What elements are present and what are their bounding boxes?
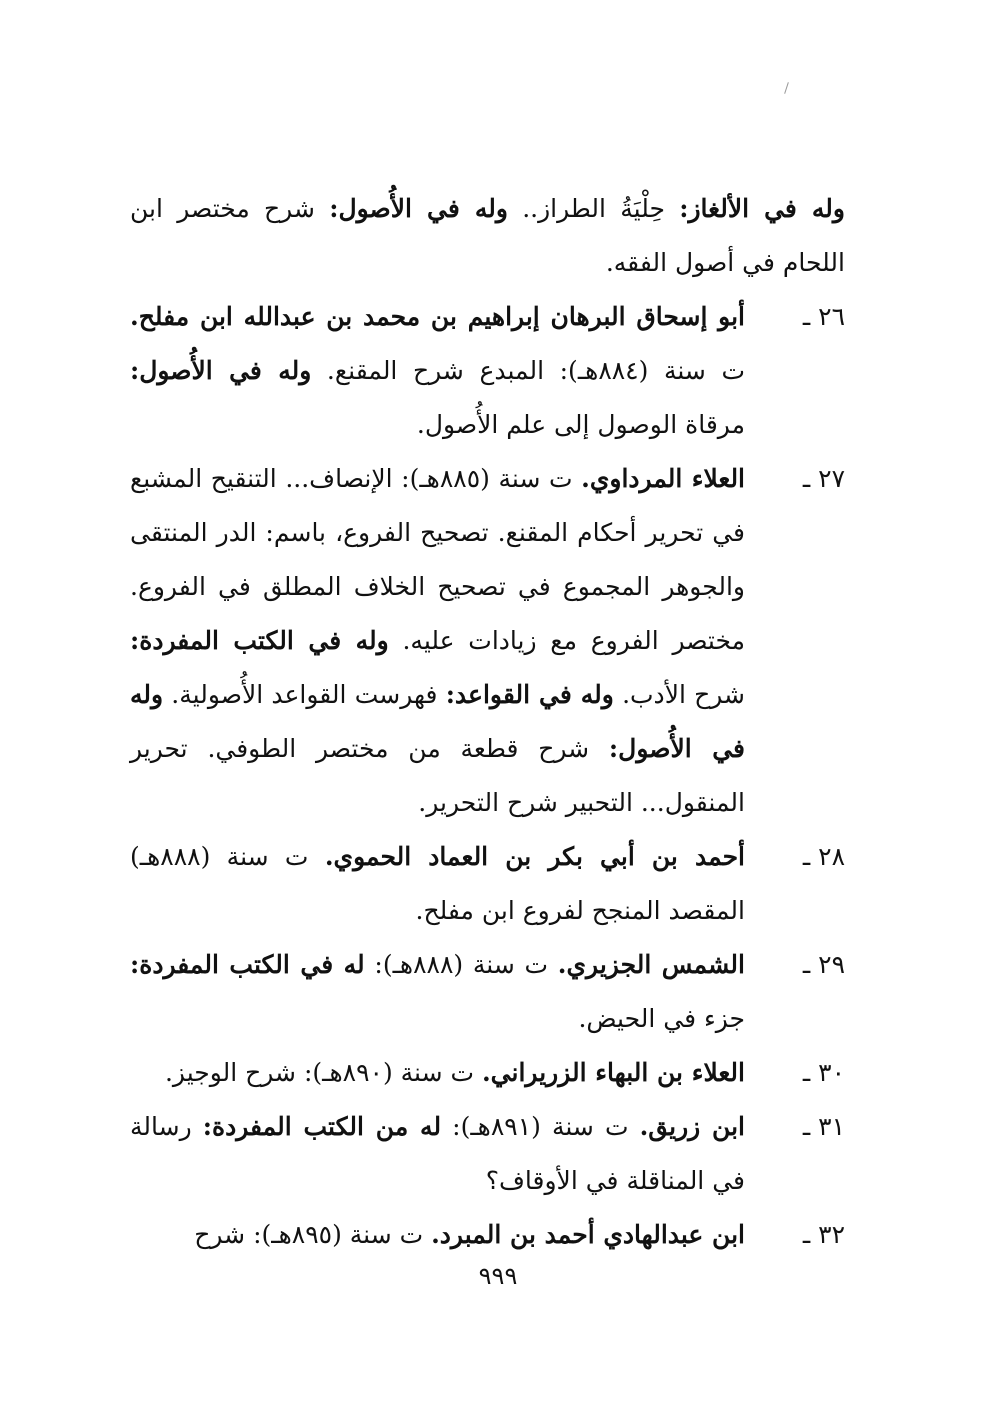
entry-text: ت سنة (٨٩١هـ): (441, 1112, 640, 1141)
entry-30 (130, 1046, 845, 1100)
page-number: ٩٩٩ (478, 1262, 518, 1290)
entry-31 (130, 1100, 845, 1208)
entry-text: جزء في الحيض. (578, 1004, 745, 1033)
entry-body (130, 452, 745, 830)
entry-body (130, 290, 745, 452)
entry-text: ت سنة (٨٩٠هـ): شرح الوجيز. (164, 1058, 482, 1087)
entry-text: ت سنة (٨٨٥هـ): الإنصاف... التنقيح المشبع في تحرير أحكام المقنع. تصحيح الفروع، باسم: الدر المنتقى والجوهر المجموع في تصحيح الخلاف المطلق في الفروع. مختصر الفروع مع زيادات عليه. (130, 464, 745, 655)
entry-body (130, 1208, 745, 1262)
entry-name: أبو إسحاق البرهان إبراهيم بن محمد بن عبدالله ابن مفلح. (130, 302, 745, 331)
entry-26 (130, 290, 845, 452)
entry-name: الشمس الجزيري. (557, 950, 745, 979)
entry-28 (130, 830, 845, 938)
entry-bold: وله في الأُصول: (130, 356, 312, 385)
entry-body (130, 1046, 745, 1100)
entry-number: ٣١ ـ (802, 1112, 845, 1141)
entry-text: ت سنة (٨٨٨هـ) المقصد المنجح لفروع ابن مفلح. (130, 842, 745, 925)
entry-number: ٢٨ ـ (802, 842, 845, 871)
intro-bold-1: وله في الألغاز: (679, 194, 845, 223)
entry-32 (130, 1208, 845, 1262)
entry-text: ت سنة (٨٨٤هـ): المبدع شرح المقنع. (311, 356, 745, 385)
intro-bold-2: وله في الأُصول: (329, 194, 508, 223)
entry-bold: وله في القواعد: (445, 680, 614, 709)
entry-text: شرح الأدب. (613, 680, 745, 709)
entry-27 (130, 452, 845, 830)
intro-text-2: شرح مختصر ابن اللحام في أصول الفقه. (130, 194, 845, 277)
entry-name: ابن زريق. (639, 1112, 745, 1141)
entry-number: ٣٠ ـ (802, 1058, 845, 1087)
entry-bold: وله في الأُصول: (130, 680, 746, 763)
stray-mark (784, 82, 789, 94)
entry-number: ٣٢ ـ (802, 1220, 845, 1249)
entry-number: ٢٧ ـ (802, 464, 845, 493)
entry-bold: له في الكتب المفردة: (130, 950, 365, 979)
entry-number: ٢٩ ـ (802, 950, 845, 979)
entry-text: ت سنة (٨٩٥هـ): شرح (194, 1220, 432, 1249)
entry-text: فهرست القواعد الأُصولية. (163, 680, 446, 709)
intro-text-1: حِلْيَةُ الطراز.. (507, 194, 680, 223)
entry-name: ابن عبدالهادي أحمد بن المبرد. (431, 1220, 745, 1249)
entry-body (130, 830, 745, 938)
entry-bold: له من الكتب المفردة: (202, 1112, 442, 1141)
entry-name: العلاء بن البهاء الزريراني. (481, 1058, 745, 1087)
entry-body (130, 938, 745, 1046)
entry-text: رسالة في المناقلة في الأوقاف؟ (130, 1112, 745, 1195)
entry-text: شرح قطعة من مختصر الطوفي. تحرير المنقول... التحبير شرح التحرير. (130, 734, 745, 817)
entry-bold: وله في الكتب المفردة: (130, 626, 389, 655)
entry-number: ٢٦ ـ (802, 302, 845, 331)
entry-29 (130, 938, 845, 1046)
entry-text: مرقاة الوصول إلى علم الأُصول. (416, 410, 745, 439)
intro-paragraph (130, 182, 845, 290)
main-text (130, 182, 845, 1262)
entry-name: العلاء المرداوي. (581, 464, 746, 493)
entry-name: أحمد بن أبي بكر بن العماد الحموي. (324, 842, 745, 871)
entry-body (130, 1100, 745, 1208)
entry-text: ت سنة (٨٨٨هـ): (364, 950, 558, 979)
